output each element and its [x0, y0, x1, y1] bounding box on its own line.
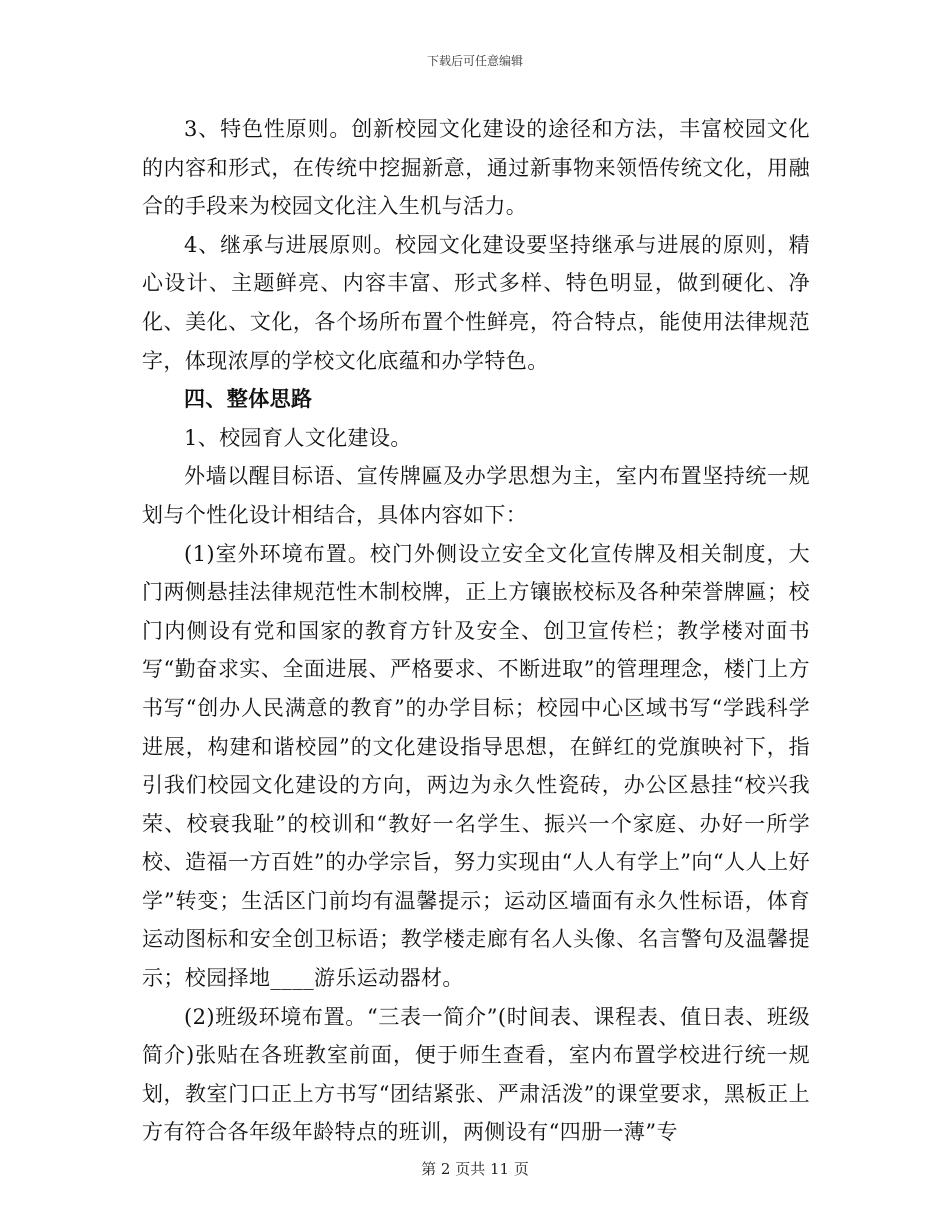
paragraph-principle-4: 4、继承与进展原则。校园文化建设要坚持继承与进展的原则，精心设计、主题鲜亮、内容丰富、形式多样、特色明显，做到硬化、净化、美化、文化，各个场所布置个性鲜亮，符合特点，能使用法律规范字，体现浓厚的学校文化底蕴和办学特色。	[142, 232, 810, 373]
paragraph-subheading: 1、校园育人文化建设。	[184, 425, 412, 450]
page-footer: 第 2 页共 11 页	[421, 1160, 529, 1178]
document-body	[142, 110, 810, 1152]
paragraph-class-layout: (2)班级环境布置。“三表一简介”(时间表、课程表、值日表、班级简介)张贴在各班教室前面，便于师生查看，室内布置学校进行统一规划，教室门口正上方书写“团结紧张、严肃活泼”的课堂要求，黑板正上方有符合各年级年龄特点的班训，两侧设有“四册一薄”专	[142, 1004, 810, 1145]
section-heading: 四、整体思路	[184, 386, 313, 412]
page-header: 下载后可任意编辑	[426, 54, 523, 68]
paragraph-outdoor-layout: (1)室外环境布置。校门外侧设立安全文化宣传牌及相关制度，大门两侧悬挂法律规范性木制校牌，正上方镶嵌校标及各种荣誉牌匾；校门内侧设有党和国家的教育方针及安全、创卫宣传栏；教学楼对面书写“勤奋求实、全面进展、严格要求、不断进取”的管理理念，楼门上方书写“创办人民满意的教育”的办学目标；校园中心区域书写“学践科学进展，构建和谐校园”的文化建设指导思想，在鲜红的党旗映衬下，指引我们校园文化建设的方向，两边为永久性瓷砖，办公区悬挂“校兴我荣、校衰我耻”的校训和“教好一名学生、振兴一个家庭、办好一所学校、造福一方百姓”的办学宗旨，努力实现由“人人有学上”向“人人上好学”转变；生活区门前均有温馨提示；运动区墙面有永久性标语，体育运动图标和安全创卫标语；教学楼走廊有名人头像、名言警句及温馨提示；校园择地____游乐运动器材。	[142, 541, 810, 991]
paragraph-principle-3: 3、特色性原则。创新校园文化建设的途径和方法，丰富校园文化的内容和形式，在传统中挖掘新意，通过新事物来领悟传统文化，用融合的手段来为校园文化注入生机与活力。	[142, 117, 810, 219]
paragraph-intro: 外墙以醒目标语、宣传牌匾及办学思想为主，室内布置坚持统一规划与个性化设计相结合，具体内容如下：	[142, 464, 810, 527]
